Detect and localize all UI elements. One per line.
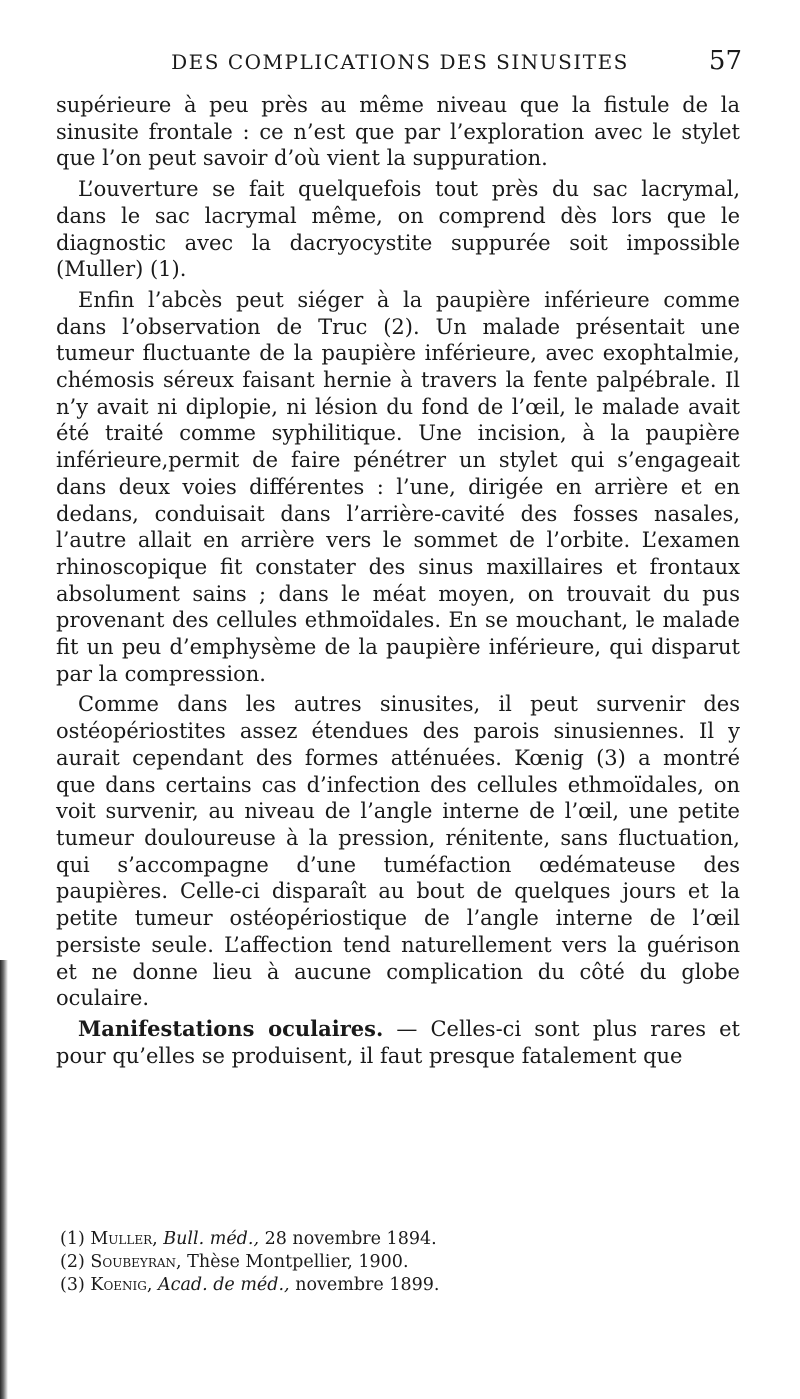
section-title: Manifestations oculaires.: [78, 1015, 384, 1041]
footnote: [60, 1274, 740, 1297]
footnote-author: Soubeyran,: [90, 1252, 182, 1272]
page-number: 57: [708, 46, 742, 76]
footnotes: [60, 1228, 740, 1297]
footnote-author: Muller,: [90, 1229, 158, 1249]
paragraph: supérieure à peu près au même niveau que la fistule de la sinusite frontale : ce n’est que par l’exploration avec le stylet que l’on peut savoir d’où vient la suppuration.: [56, 93, 740, 171]
paragraph: L’ouverture se fait quelquefois tout près du sac lacrymal, dans le sac lacrymal même, on comprend dès lors que le diagnostic avec la dacryocystite suppurée soit impossible (Muller) (1).: [56, 177, 740, 282]
footnote-detail: Thèse Montpellier, 1900.: [187, 1252, 409, 1272]
page-header: [58, 46, 742, 80]
footnote-detail: 28 novembre 1894.: [264, 1229, 437, 1249]
footnote-number: (2): [60, 1252, 85, 1272]
footnote-source: Bull. méd.,: [163, 1229, 260, 1249]
page-edge-shadow: [0, 960, 8, 1399]
running-title: DES COMPLICATIONS DES SINUSITES: [171, 50, 629, 74]
section-paragraph: [56, 1016, 740, 1069]
footnote-number: (3): [60, 1275, 85, 1295]
footnote-author: Koenig,: [90, 1275, 153, 1295]
section-text: — Celles-ci sont plus rares et pour qu’elles se produisent, il faut presque fatalement que: [56, 1016, 740, 1068]
footnote-detail: novembre 1899.: [295, 1275, 440, 1295]
footnote: [60, 1228, 740, 1251]
body-text: [56, 92, 740, 1073]
paragraph: Comme dans les autres sinusites, il peut survenir des ostéopériostites assez étendues des parois sinusiennes. Il y aurait cependant des formes atténuées. Kœnig (3) a montré que dans certains cas d’infection des cellules ethmoïdales, on voit survenir, au niveau de l’angle interne de l’œil, une petite tumeur douloureuse à la pression, rénitente, sans fluctuation, qui s’accompagne d’une tuméfaction œdémateuse des paupières. Celle-ci disparaît au bout de quelques jours et la petite tumeur ostéopériostique de l’angle interne de l’œil persiste seule. L’affection tend naturellement vers la guérison et ne donne lieu à aucune complication du côté du globe oculaire.: [56, 692, 740, 1011]
paragraph: Enfin l’abcès peut siéger à la paupière inférieure comme dans l’observation de Truc (2). Un malade présentait une tumeur fluctuante de la paupière inférieure, avec exophtalmie, chémosis séreux faisant hernie à travers la fente palpébrale. Il n’y avait ni diplopie, ni lésion du fond de l’œil, le malade avait été traité comme syphilitique. Une incision, à la paupière inférieure,permit de faire pénétrer un stylet qui s’engageait dans deux voies différentes : l’une, dirigée en arrière et en dedans, conduisait dans l’arrière-cavité des fosses nasales, l’autre allait en arrière vers le sommet de l’orbite. L’examen rhinoscopique fit constater des sinus maxillaires et frontaux absolument sains ; dans le méat moyen, on trouvait du pus provenant des cellules ethmoïdales. En se mouchant, le malade fit un peu d’emphysème de la paupière inférieure, qui disparut par la compression.: [56, 287, 740, 686]
footnote-number: (1): [60, 1229, 85, 1249]
footnote-source: Acad. de méd.,: [158, 1275, 290, 1295]
footnote: [60, 1251, 740, 1274]
